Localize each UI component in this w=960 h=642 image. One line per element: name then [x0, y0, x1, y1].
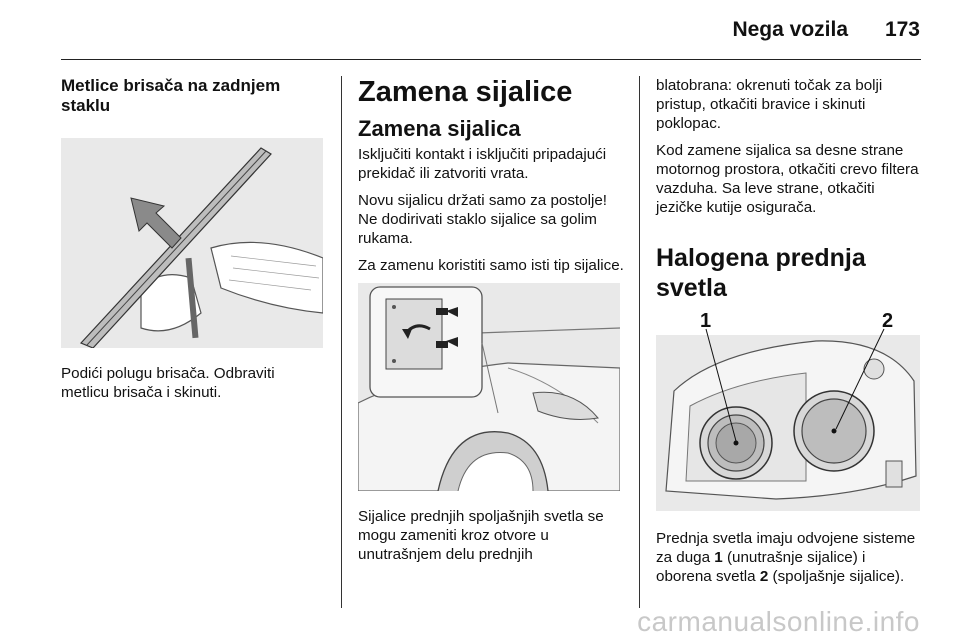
header-rule — [61, 59, 921, 60]
continued-para-1: blatobrana: okrenuti točak za bolji pristup, otkačiti bravice i skinuti poklopac. — [656, 77, 883, 132]
headlight-illustration — [656, 311, 920, 511]
wiper-drawing — [61, 138, 323, 348]
wiper-caption: Podići polugu brisača. Odbraviti metlicu brisača i skinuti. — [61, 365, 275, 401]
bulb-title: Zamena sijalice — [358, 76, 573, 108]
column-bulb-replacement — [358, 76, 628, 564]
bulb-subtitle: Zamena sijalica — [358, 116, 521, 141]
column-wiper — [61, 76, 323, 402]
page-number: 173 — [884, 18, 920, 41]
section-title: Nega vozila — [732, 18, 848, 41]
fender-access-illustration — [358, 283, 620, 491]
watermark: carmanualsonline.info — [637, 606, 920, 637]
wiper-heading: Metlice brisača na zadnjem staklu — [61, 76, 281, 115]
desc-text-a: Prednja svetla imaju odvojene sisteme za duga — [656, 530, 916, 566]
desc-ref-1: 1 — [714, 549, 723, 566]
continued-para-2: Kod zamene sijalica sa desne strane motornog prostora, otkačiti crevo filtera vazduha. Sa leve strane, otkačiti jezičke kutije osigurača. — [656, 142, 919, 216]
halogen-heading: Halogena prednja svetla — [656, 244, 866, 302]
callout-label-1: 1 — [700, 311, 712, 332]
column-divider-2 — [639, 76, 640, 608]
bulb-para-2: Novu sijalicu držati samo za postolje! Ne dodirivati staklo sijalice sa golim rukama. — [358, 192, 608, 247]
bulb-para-3: Za zamenu koristiti samo isti tip sijalice. — [358, 257, 624, 274]
column-halogen — [656, 76, 924, 586]
desc-text-c: (unutrašnje sijalice) i oborena svetla — [656, 549, 866, 585]
desc-ref-2: 2 — [759, 568, 769, 585]
headlight-drawing — [656, 311, 920, 511]
wiper-illustration — [61, 138, 323, 348]
halogen-description — [656, 529, 924, 586]
bulb-para-4: Sijalice prednjih spoljašnjih svetla se mogu zameniti kroz otvore u unutrašnjem delu prednjih — [358, 508, 604, 563]
page-header — [0, 0, 960, 62]
car-front-drawing — [358, 283, 620, 491]
bulb-para-1: Isključiti kontakt i isključiti pripadajući prekidač ili zatvoriti vrata. — [358, 146, 607, 182]
column-divider-1 — [341, 76, 342, 608]
callout-label-2: 2 — [882, 311, 894, 332]
desc-text-e: (spoljašnje sijalice). — [768, 568, 905, 585]
